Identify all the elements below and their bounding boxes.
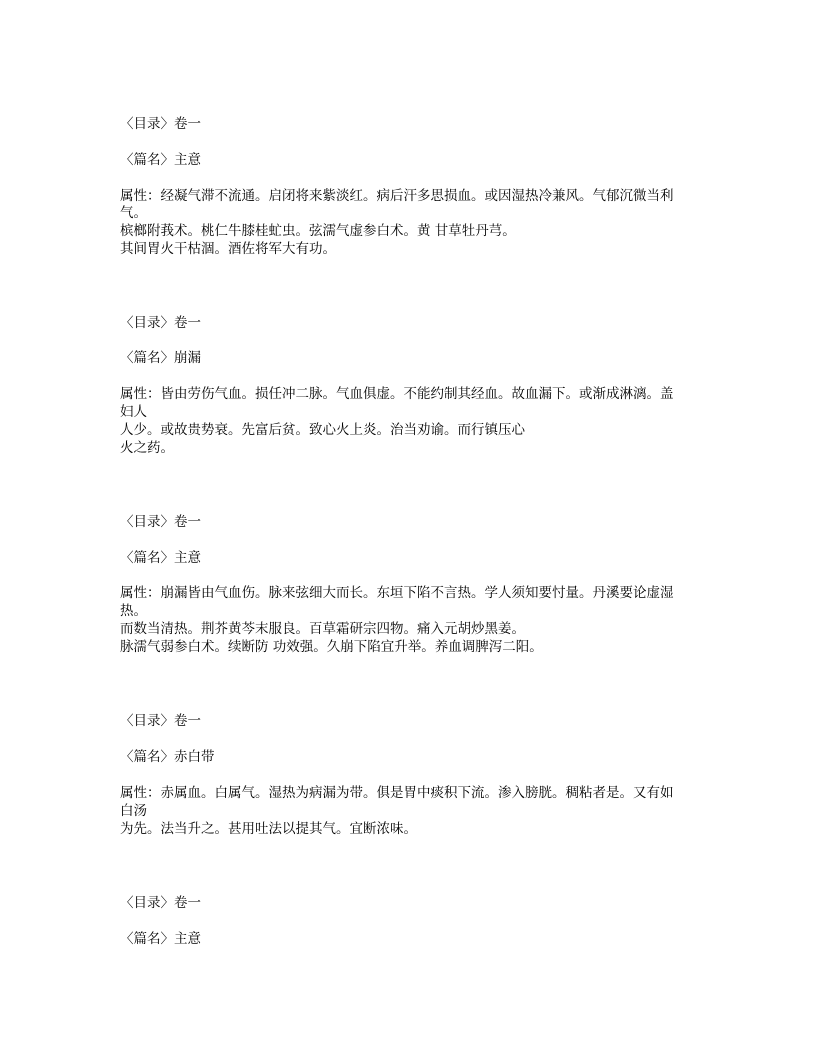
entry-4-property-line-1: 属性：赤属血。白属气。湿热为病漏为带。俱是胃中痰积下流。渗入膀胱。稠粘者是。又有如 xyxy=(120,785,674,801)
entry-1-property-line-2: 气。 xyxy=(120,205,147,221)
entry-4-property-line-2: 白汤 xyxy=(120,803,147,819)
entry-1-property-line-3: 槟榔附莪术。桃仁牛膝桂虻虫。弦濡气虚参白术。黄 甘草牡丹芎。 xyxy=(120,223,516,239)
entry-5-directory: 〈目录〉卷一 xyxy=(120,895,201,911)
entry-1-title: 〈篇名〉主意 xyxy=(120,152,201,168)
entry-2-property-line-4: 火之药。 xyxy=(120,440,174,456)
entry-3-property-line-4: 脉濡气弱参白术。续断防 功效强。久崩下陷宜升举。养血调脾泻二阳。 xyxy=(120,639,543,655)
entry-3-property-line-3: 而数当清热。荆芥黄芩末服良。百草霜研宗四物。痛入元胡炒黑姜。 xyxy=(120,621,525,637)
entry-1-directory: 〈目录〉卷一 xyxy=(120,116,201,132)
entry-4-directory: 〈目录〉卷一 xyxy=(120,713,201,729)
entry-3-title: 〈篇名〉主意 xyxy=(120,550,201,566)
entry-3-directory: 〈目录〉卷一 xyxy=(120,514,201,530)
entry-4-title: 〈篇名〉赤白带 xyxy=(120,749,215,765)
entry-3-property-line-1: 属性：崩漏皆由气血伤。脉来弦细大而长。东垣下陷不言热。学人须知要忖量。丹溪要论虚湿 xyxy=(120,585,674,601)
entry-1-property-line-4: 其间胃火干枯涸。酒佐将军大有功。 xyxy=(120,241,336,257)
entry-2-property-line-2: 妇人 xyxy=(120,404,147,420)
entry-2-property-line-3: 人少。或故贵势衰。先富后贫。致心火上炎。治当劝谕。而行镇压心 xyxy=(120,422,525,438)
entry-5-title: 〈篇名〉主意 xyxy=(120,931,201,947)
entry-1-property-line-1: 属性：经凝气滞不流通。启闭将来紫淡红。病后汗多思损血。或因湿热冷兼风。气郁沉微当利 xyxy=(120,188,674,204)
entry-2-title: 〈篇名〉崩漏 xyxy=(120,350,201,366)
entry-3-property-line-2: 热。 xyxy=(120,603,147,619)
entry-2-property-line-1: 属性：皆由劳伤气血。损任冲二脉。气血俱虚。不能约制其经血。故血漏下。或渐成淋漓。盖 xyxy=(120,386,674,402)
entry-2-directory: 〈目录〉卷一 xyxy=(120,315,201,331)
entry-4-property-line-3: 为先。法当升之。甚用吐法以提其气。宜断浓味。 xyxy=(120,821,417,837)
